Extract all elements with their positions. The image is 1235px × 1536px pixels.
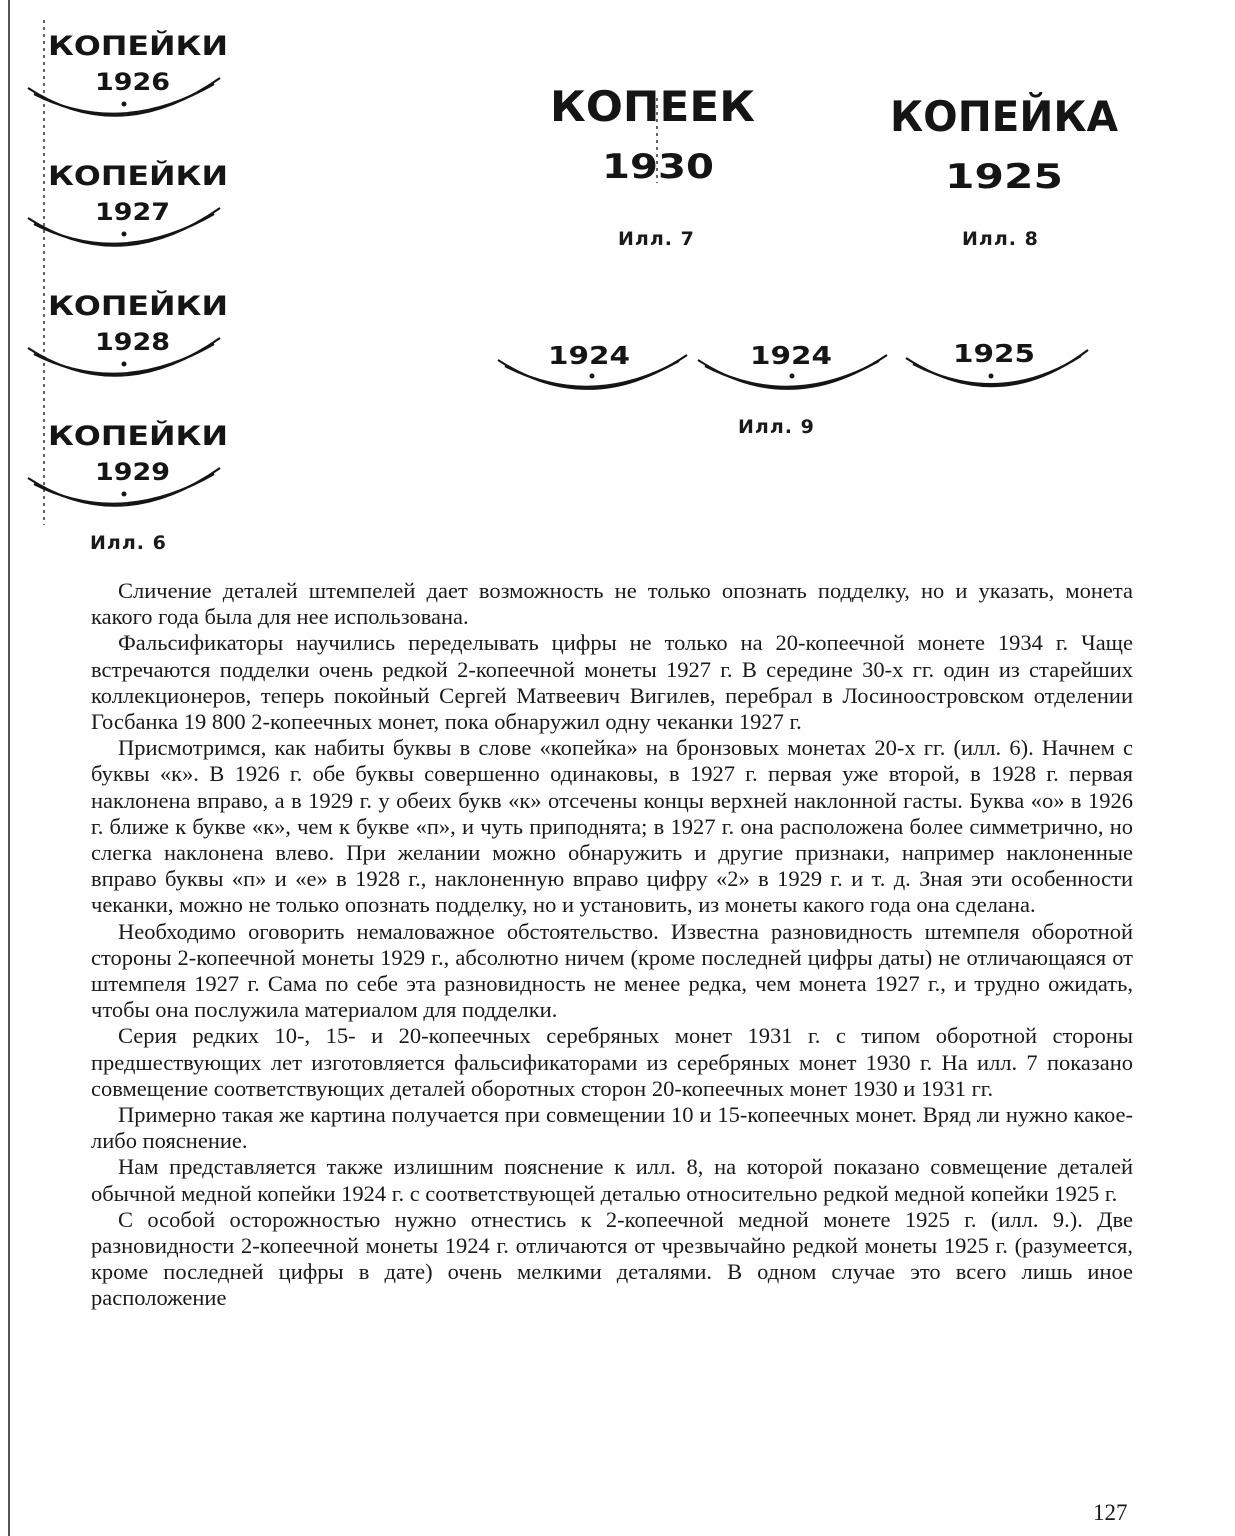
coin-detail-1926 [28, 30, 228, 116]
paragraph: Присмотримся, как набиты буквы в слове «копейка» на бронзовых монетах 20-х гг. (илл. 6). Начнем с буквы «к». В 1926 г. обе буквы совершенно одинаковы, в 1927 г. первая уже второй, в 1928 г. первая наклонена вправо, а в 1929 г. у обеих букв «к» отсечены концы верхней наклонной гасты. Буква «о» в 1926 г. ближе к букве «к», чем к букве «п», и чуть приподнята; в 1927 г. она расположена более симметрично, но слегка наклонена влево. При желании можно обнаружить и другие признаки, например наклоненные вправо буквы «п» и «е» в 1928 г., наклоненную вправо цифру «2» в 1929 г. и т. д. Зная эти особенности чеканки, можно не только опознать подделку, но и установить, из монеты какого года она сделана. [91, 735, 1133, 918]
coin-year: 1930 [602, 147, 714, 187]
body-text [91, 578, 1133, 1312]
paragraph: Сличение деталей штемпелей дает возможность не только опознать подделку, но и указать, монета какого года была для нее использована. [91, 578, 1133, 630]
illustration-9 [495, 330, 1095, 410]
coin-word: КОПЕЙКИ [48, 31, 202, 62]
coin-word: КОПЕЙКИ [48, 421, 202, 452]
illustration-6 [20, 20, 250, 530]
paragraph: С особой осторожностью нужно отнестись к 2-копеечной медной монете 1925 г. (илл. 9.). Две разновидности 2-копеечной монеты 1924 г. отличаются от чрезвычайно редкой монеты 1925 г. (разумеется, кроме последней цифры в дате) очень мелкими деталями. В одном случае это всего лишь иное расположение [91, 1206, 1133, 1311]
coin-detail-1928 [28, 290, 228, 376]
coin-year: 1929 [95, 458, 170, 486]
paragraph: Фальсификаторы научились переделывать цифры не только на 20-копеечной монете 1934 г. Чаще встречаются подделки очень редкой 2-копеечной монеты 1927 г. В середине 30-х гг. один из старейших коллекционеров, теперь покойный Сергей Матвеевич Вигилев, перебрал в Лосиноостровском отделении Госбанка 19 800 2-копеечных монет, пока обнаружил одну чеканки 1927 г. [91, 630, 1133, 735]
coin-detail-1927 [28, 160, 228, 246]
paragraph: Серия редких 10-, 15- и 20-копеечных серебряных монет 1931 г. с типом оборотной стороны предшествующих лет изготовляется фальсификаторами из серебряных монет 1930 г. На илл. 7 показано совмещение соответствующих деталей оборотных сторон 20-копеечных монет 1930 и 1931 гг. [91, 1023, 1133, 1101]
coin-year: 1925 [953, 339, 1035, 368]
page-number: 127 [1093, 1500, 1128, 1525]
coin-word: КОПЕЙКИ [48, 291, 202, 322]
paragraph: Нам представляется также излишним пояснение к илл. 8, на которой показано совмещение деталей обычной медной копейки 1924 г. с соответствующей деталью относительно редкой медной копейки 1925 г. [91, 1154, 1133, 1206]
coin-word: КОПЕЙКИ [48, 161, 202, 192]
coin-detail-1924-a [498, 341, 687, 389]
coin-detail-1925 [906, 339, 1088, 386]
coin-detail-1929 [28, 420, 228, 506]
illustration-6-caption: Илл. 6 [90, 532, 167, 554]
page-edge-line [8, 0, 10, 1536]
coin-detail-1924-b [698, 341, 887, 389]
coin-year: 1927 [95, 198, 170, 226]
coin-word: КОПЕЙКА [890, 92, 1126, 141]
illustration-7 [540, 78, 770, 188]
coin-word: КОПЕЕК [550, 82, 755, 131]
coin-year: 1925 [945, 157, 1063, 197]
illustration-8-caption: Илл. 8 [962, 228, 1039, 250]
coin-year: 1926 [95, 68, 170, 96]
illustration-9-caption: Илл. 9 [738, 416, 815, 438]
coin-year: 1924 [548, 341, 630, 370]
paragraph: Необходимо оговорить немаловажное обстоятельство. Известна разновидность штемпеля оборотной стороны 2-копеечной монеты 1929 г., абсолютно ничем (кроме последней цифры даты) не отличающаяся от штемпеля 1927 г. Сама по себе эта разновидность не менее редка, чем монета 1927 г., и трудно ожидать, чтобы она послужила материалом для подделки. [91, 918, 1133, 1023]
coin-year: 1924 [750, 341, 832, 370]
illustration-7-caption: Илл. 7 [618, 228, 695, 250]
coin-year: 1928 [95, 328, 170, 356]
paragraph: Примерно такая же картина получается при совмещении 10 и 15-копеечных монет. Вряд ли нужно какое-либо пояснение. [91, 1102, 1133, 1154]
illustration-8 [880, 88, 1130, 198]
